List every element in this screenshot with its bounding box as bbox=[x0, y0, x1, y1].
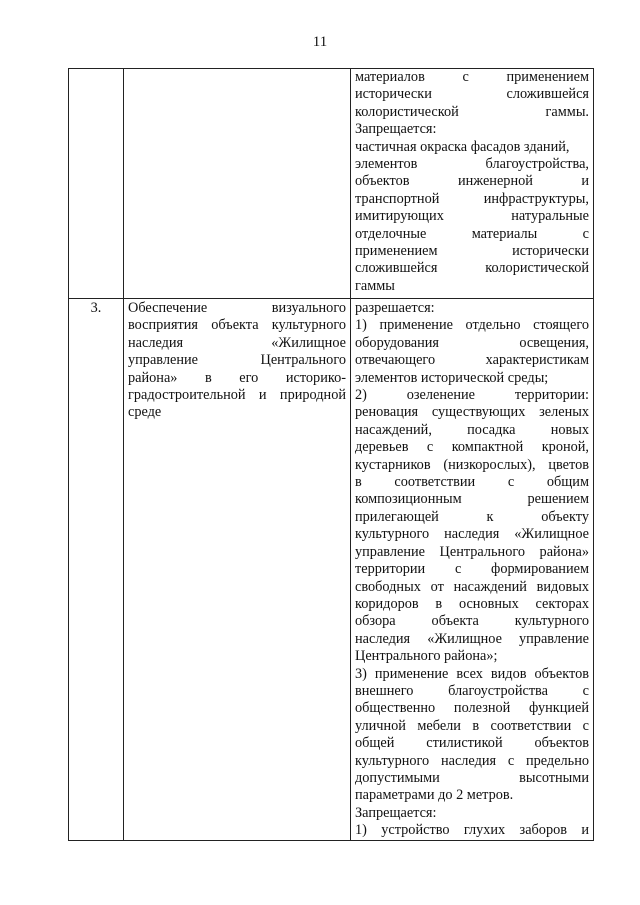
object-cell bbox=[124, 69, 351, 299]
requirement-line: коридоров в основных секторах bbox=[355, 595, 589, 612]
object-line: наследия «Жилищное bbox=[128, 334, 346, 351]
requirement-line: уличной мебели в соответствии с bbox=[355, 717, 589, 734]
requirement-line: исторически сложившейся bbox=[355, 86, 589, 103]
row-number-cell: 3. bbox=[69, 299, 124, 841]
object-line: Обеспечение визуального bbox=[128, 300, 346, 316]
requirement-line: Запрещается: bbox=[355, 121, 437, 138]
object-cell bbox=[124, 299, 351, 841]
requirement-line: общественно полезной функцией bbox=[355, 700, 589, 717]
requirement-line: внешнего благоустройства с bbox=[355, 682, 589, 699]
row-number-cell bbox=[69, 69, 124, 299]
requirement-line: материалов с применением bbox=[355, 69, 589, 85]
requirement-line: наследия «Жилищное управление bbox=[355, 630, 589, 647]
requirement-line: отвечающего характеристикам bbox=[355, 352, 589, 369]
object-line: района» в его историко- bbox=[128, 369, 346, 386]
requirement-line: разрешается: bbox=[355, 300, 435, 316]
requirement-line: территории с формированием bbox=[355, 561, 589, 578]
object-line: градостроительной и природной bbox=[128, 387, 346, 404]
requirement-line: допустимыми высотными bbox=[355, 769, 589, 786]
requirement-line: имитирующих натуральные bbox=[355, 208, 589, 225]
requirement-line: сложившейся колористической bbox=[355, 260, 589, 277]
requirement-line: прилегающей к объекту bbox=[355, 508, 589, 525]
requirement-line: Запрещается: bbox=[355, 804, 437, 821]
requirement-line: оборудования освещения, bbox=[355, 334, 589, 351]
requirement-line: культурного наследия «Жилищное bbox=[355, 526, 589, 543]
requirement-line: свободных от насаждений видовых bbox=[355, 578, 589, 595]
requirement-line: отделочные материалы с bbox=[355, 225, 589, 242]
object-line: управление Центрального bbox=[128, 352, 346, 369]
requirement-line: 3) применение всех видов объектов bbox=[355, 665, 589, 682]
requirement-line: Центрального района»; bbox=[355, 648, 498, 665]
requirement-line: управление Центрального района» bbox=[355, 543, 589, 560]
requirement-line: обзора объекта культурного bbox=[355, 613, 589, 630]
requirement-line: культурного наследия с предельно bbox=[355, 752, 589, 769]
page-number: 11 bbox=[312, 34, 328, 50]
requirement-line: параметрами до 2 метров. bbox=[355, 787, 514, 804]
table-row bbox=[69, 299, 594, 841]
requirement-line: гаммы bbox=[355, 277, 395, 294]
requirement-line: насаждений, посадка новых bbox=[355, 421, 589, 438]
requirement-line: кустарников (низкорослых), цветов bbox=[355, 456, 589, 473]
requirement-line: реновация существующих зеленых bbox=[355, 404, 589, 421]
requirement-line: объектов инженерной и bbox=[355, 173, 589, 190]
requirement-line: композиционным решением bbox=[355, 491, 589, 508]
table-row bbox=[69, 69, 594, 299]
object-line: восприятия объекта культурного bbox=[128, 317, 346, 334]
object-line: среде bbox=[128, 404, 162, 421]
requirement-line: частичная окраска фасадов зданий, bbox=[355, 138, 570, 155]
requirements-cell bbox=[351, 69, 594, 299]
requirement-line: 1) применение отдельно стоящего bbox=[355, 317, 589, 334]
requirement-line: общей стилистикой объектов bbox=[355, 735, 589, 752]
requirement-line: элементов благоустройства, bbox=[355, 156, 589, 173]
requirement-line: 2) озеленение территории: bbox=[355, 387, 589, 404]
requirement-line: 1) устройство глухих заборов и bbox=[355, 822, 589, 839]
requirement-line: транспортной инфраструктуры, bbox=[355, 190, 589, 207]
requirement-line: деревьев с компактной кроной, bbox=[355, 439, 589, 456]
requirements-cell bbox=[351, 299, 594, 841]
requirement-line: применением исторически bbox=[355, 243, 589, 260]
requirements-table bbox=[68, 68, 594, 841]
requirement-line: колористической гаммы. bbox=[355, 103, 589, 120]
requirement-line: элементов исторической среды; bbox=[355, 369, 549, 386]
requirement-line: в соответствии с общим bbox=[355, 474, 589, 491]
